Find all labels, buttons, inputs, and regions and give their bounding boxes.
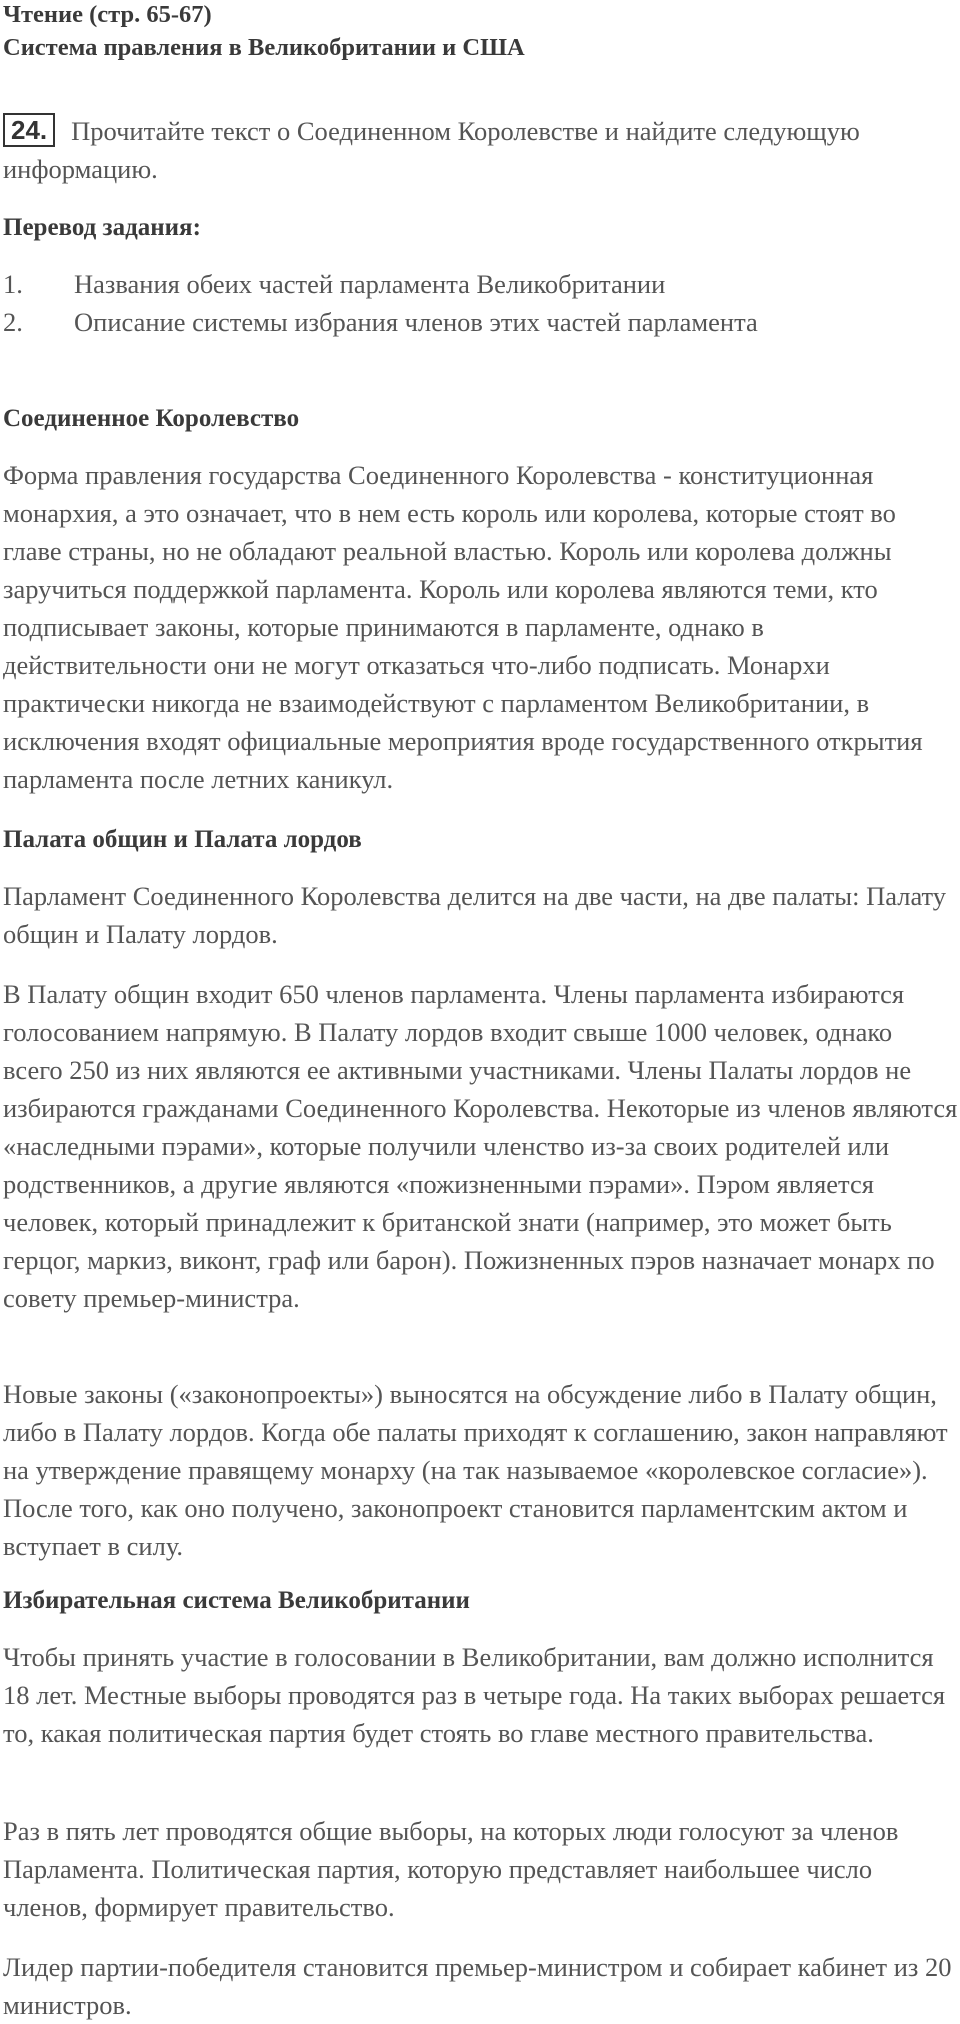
- section-heading-elections: Избирательная система Великобритании: [3, 1587, 470, 1614]
- list-item-number: 2.: [3, 307, 23, 337]
- list-item: [3, 265, 953, 303]
- paragraph-prime-minister: Лидер партии-победителя становится премьер-министром и собирает кабинет из 20 министров.: [3, 1952, 952, 2020]
- paragraph-general-elections: Раз в пять лет проводятся общие выборы, на которых люди голосуют за членов Парламента. Политическая партия, которую представляет наибольшее число членов, формирует правительство.: [3, 1816, 899, 1922]
- paragraph-voting-age: Чтобы принять участие в голосовании в Великобритании, вам должно исполнится 18 лет. Местные выборы проводятся раз в четыре года. На таких выборах решается то, какая политическая партия будет стоять во главе местного правительства.: [3, 1642, 946, 1748]
- task-number-badge: 24.: [3, 113, 55, 147]
- task-instruction: [3, 112, 958, 188]
- task-text: Прочитайте текст о Соединенном Королевстве и найдите следующую информацию.: [3, 116, 860, 184]
- list-item-text: Названия обеих частей парламента Великобритании: [74, 269, 666, 299]
- reading-pages-heading: Чтение (стр. 65-67): [3, 1, 212, 28]
- paragraph-house-members: В Палату общин входит 650 членов парламента. Члены парламента избираются голосованием напрямую. В Палату лордов входит свыше 1000 человек, однако всего 250 из них являются ее активными участниками. Члены Палаты лордов не избираются гражданами Соединенного Королевства. Некоторые из членов являются «наследными пэрами», которые получили членство из-за своих родителей или родственников, а другие являются «пожизненными пэрами». Пэром является человек, который принадлежит к британской знати (например, это может быть герцог, маркиз, виконт, граф или барон). Пожизненных пэров назначает монарх по совету премьер-министра.: [3, 979, 958, 1313]
- task-list: [3, 265, 953, 341]
- paragraph-parliament-parts: Парламент Соединенного Королевства делится на две части, на две палаты: Палату общин и Палату лордов.: [3, 881, 947, 949]
- section-heading-uk: Соединенное Королевство: [3, 405, 300, 432]
- section-heading-houses: Палата общин и Палата лордов: [3, 826, 362, 853]
- paragraph-new-laws: Новые законы («законопроекты») выносятся на обсуждение либо в Палату общин, либо в Палату лордов. Когда обе палаты приходят к соглашению, закон направляют на утверждение правящему монарху (на так называемое «королевское согласие»). После того, как оно получено, законопроект становится парламентским актом и вступает в силу.: [3, 1379, 948, 1561]
- list-item: [3, 303, 953, 341]
- paragraph-monarchy: Форма правления государства Соединенного Королевства - конституционная монархия, а это означает, что в нем есть король или королева, которые стоят во главе страны, но не обладают реальной властью. Король или королева должны заручиться поддержкой парламента. Король или королева являются теми, кто подписывает законы, которые принимаются в парламенте, однако в действительности они не могут отказаться что-либо подписать. Монархи практически никогда не взаимодействуют с парламентом Великобритании, в исключения входят официальные мероприятия вроде государственного открытия парламента после летних каникул.: [3, 460, 923, 794]
- translation-heading: Перевод задания:: [3, 214, 201, 241]
- list-item-text: Описание системы избрания членов этих частей парламента: [74, 307, 758, 337]
- list-item-number: 1.: [3, 269, 23, 299]
- topic-heading: Система правления в Великобритании и США: [3, 34, 525, 61]
